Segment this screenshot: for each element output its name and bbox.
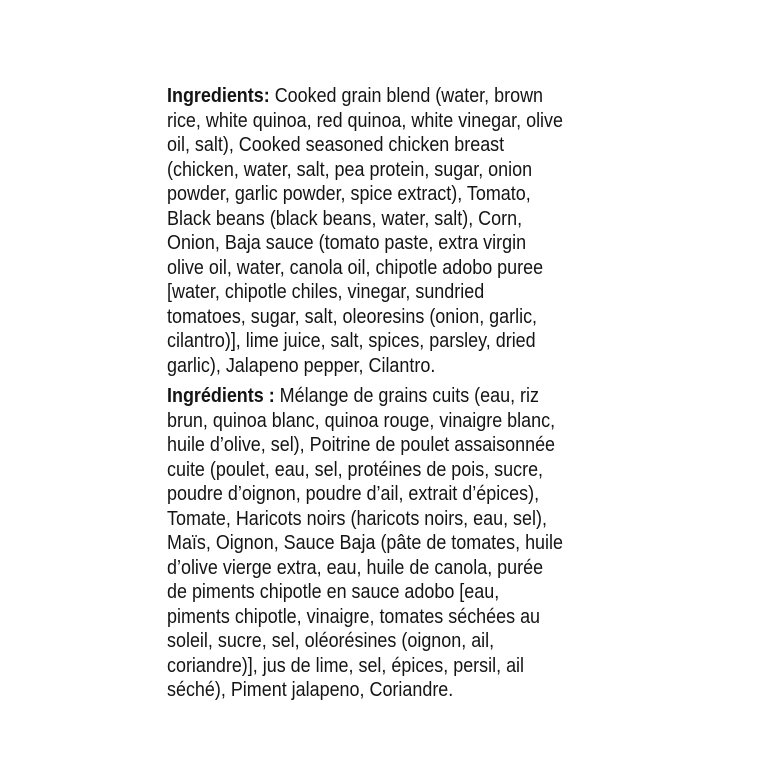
ingredients-french (167, 384, 563, 703)
ingredients-english (167, 84, 563, 378)
ingredients-label (167, 84, 563, 703)
ingredients-english-text: Cooked grain blend (water, brown rice, white quinoa, red quinoa, white vinegar, olive oil, salt), Cooked seasoned chicken breast (chicken, water, salt, pea protein, sugar, onion powder, garlic powder, spice extract), Tomato, Black beans (black beans, water, salt), Corn, Onion, Baja sauce (tomato paste, extra virgin olive oil, water, canola oil, chipotle adobo puree [water, chipotle chiles, vinegar, sundried tomatoes, sugar, salt, oleoresins (onion, garlic, cilantro)], lime juice, salt, spices, parsley, dried garlic), Jalapeno pepper, Cilantro. (167, 85, 563, 377)
ingredients-french-text: Mélange de grains cuits (eau, riz brun, quinoa blanc, quinoa rouge, vinaigre blanc, huile d’olive, sel), Poitrine de poulet assaisonnée cuite (poulet, eau, sel, protéines de pois, sucre, poudre d’oignon, poudre d’ail, extrait d’épices), Tomate, Haricots noirs (haricots noirs, eau, sel), Maïs, Oignon, Sauce Baja (pâte de tomates, huile d’olive vierge extra, eau, huile de canola, purée de piments chipotle en sauce adobo [eau, piments chipotle, vinaigre, tomates séchées au soleil, sucre, sel, oléorésines (oignon, ail, coriandre)], jus de lime, sel, épices, persil, ail séché), Piment jalapeno, Coriandre. (167, 385, 563, 701)
ingredients-english-heading: Ingredients: (167, 85, 270, 107)
ingredients-french-heading: Ingrédients : (167, 385, 275, 407)
